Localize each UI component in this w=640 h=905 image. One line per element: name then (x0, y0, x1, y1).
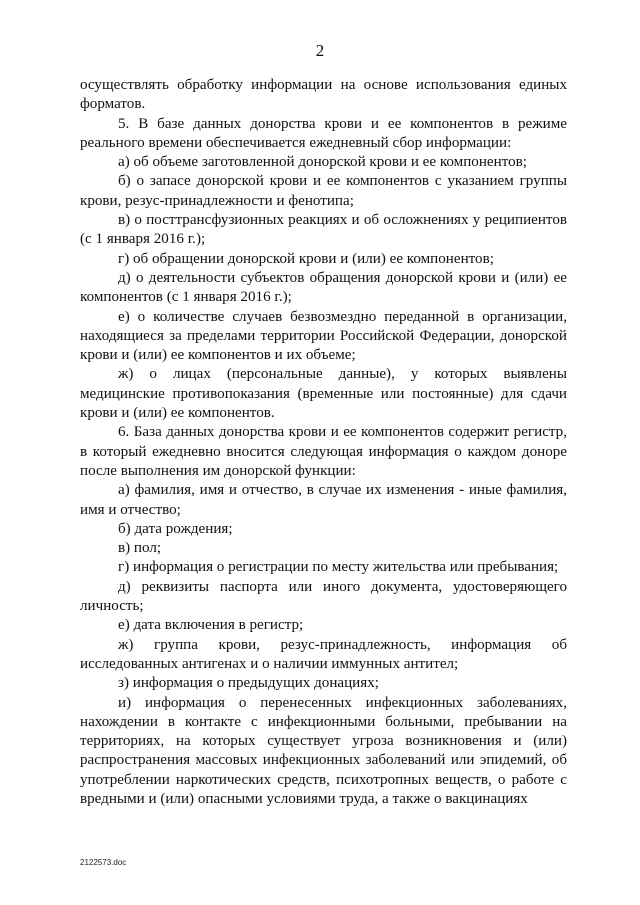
list-item-5e: е) о количестве случаев безвозмездно переданной в организации, находящиеся за пределами территории Российской Федерации, донорской крови и (или) ее компонентов и их объеме; (80, 308, 567, 364)
list-item-6a: а) фамилия, имя и отчество, в случае их изменения - иные фамилия, имя и отчество; (80, 482, 567, 518)
list-item-6b: б) дата рождения; (118, 520, 233, 537)
footer-filename: 2122573.doc (80, 858, 127, 867)
list-item-6z: з) информация о предыдущих донациях; (118, 675, 379, 692)
list-item-5zh: ж) о лицах (персональные данные), у которых выявлены медицинские противопоказания (временные или постоянные) для сдачи крови и (или) ее компонентов. (80, 366, 567, 422)
list-item-6v: в) пол; (118, 540, 162, 557)
document-body (80, 76, 567, 809)
list-item-5d: д) о деятельности субъектов обращения донорской крови и (или) ее компонентов (с 1 января 2016 г.); (80, 269, 567, 306)
page-number: 2 (315, 41, 325, 60)
list-item-6g: г) информация о регистрации по месту жительства или пребывания; (118, 559, 559, 576)
list-item-6d: д) реквизиты паспорта или иного документа, удостоверяющего личность; (80, 578, 567, 615)
paragraph-section-5: 5. В базе данных донорства крови и ее компонентов в режиме реального времени обеспечивается ежедневный сбор информации: (80, 115, 567, 151)
list-item-6zh: ж) группа крови, резус-принадлежность, информация об исследованных антигенах и о наличии иммунных антител; (80, 636, 567, 672)
list-item-5g: г) об обращении донорской крови и (или) ее компонентов; (118, 250, 494, 267)
list-item-5v: в) о посттрансфузионных реакциях и об осложнениях у реципиентов (с 1 января 2016 г.); (80, 212, 567, 248)
paragraph-section-6: 6. База данных донорства крови и ее компонентов содержит регистр, в который ежедневно вносится следующая информация о каждом доноре после выполнения им донорской функции: (80, 424, 567, 479)
list-item-6i: и) информация о перенесенных инфекционных заболеваниях, нахождении в контакте с инфекционными больными, пребывании на территориях, на которых существует угроза возникновения и (или) распространения массовых инфекционных заболеваний или эпидемий, об употреблении наркотических средств, психотропных веществ, о работе с вредными и (или) опасными условиями труда, а также о вакцинациях (80, 694, 567, 807)
paragraph-continuation: осуществлять обработку информации на основе использования единых форматов. (80, 77, 567, 113)
list-item-5b: б) о запасе донорской крови и ее компонентов с указанием группы крови, резус-принадлежности и фенотипа; (80, 173, 567, 209)
list-item-5a: а) об объеме заготовленной донорской крови и ее компонентов; (118, 154, 527, 171)
list-item-6e: е) дата включения в регистр; (118, 617, 304, 634)
